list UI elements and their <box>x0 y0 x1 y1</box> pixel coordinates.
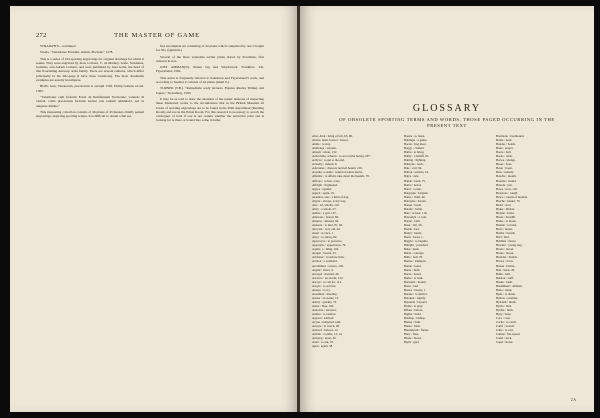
glossary-entry: Cace : case. <box>496 316 511 321</box>
glossary-entry: Barrayne : barren. <box>404 198 427 203</box>
paragraph: free incomplete set consisting of 44 plates which completed by one I bought for 50s. (Quaritch.) <box>156 44 264 53</box>
glossary-entry: Begyle : to beguile. <box>404 239 429 244</box>
right-page <box>300 6 594 412</box>
glossary-entry: Abide : to stay. <box>312 142 331 147</box>
glossary-entry: Brode : broad. <box>496 247 514 252</box>
glossary-entry: Avyne : tempered with. <box>312 320 341 325</box>
glossary-entry: Bulle : bull. <box>496 271 511 276</box>
left-column-1 <box>36 44 144 120</box>
glossary-entry: Brede : breadth. <box>496 214 516 219</box>
glossary-entry: Astely : quickly, 74. <box>312 299 337 304</box>
glossary-entry: Ascence : an ascent, 212. <box>312 275 344 280</box>
glossary-entry: Canel : neck. <box>496 336 513 341</box>
glossary-entry: Boerbone : bearhound. <box>496 134 525 138</box>
glossary-entry: Barel : a cask. <box>404 186 422 191</box>
glossary-entry: Borde : table. <box>496 154 513 159</box>
glossary-entry: Asoyle : to set free. <box>312 283 337 288</box>
glossary-entry: Bate : to beat, 119. <box>404 210 428 215</box>
glossary-entry: Baksyde : back. <box>404 162 424 167</box>
glossary-entry: Caitif : wretch. <box>496 324 515 329</box>
glossary-entry: Adovunes : chewed, noticed hound, 216. <box>312 166 363 171</box>
glossary-entry: Barbe : beard. <box>404 182 422 187</box>
glossary-entry: Aperceyve : to perceive. <box>312 239 343 244</box>
glossary-entry: Ageyn : again, 16. <box>312 190 335 195</box>
glossary-entry: Abai, Abai : bring of fair, 63, 96. <box>312 134 353 138</box>
glossary-entry: Bande : band, 75. <box>404 178 426 183</box>
glossary-entry: Arrayed : dressed, 49. <box>312 271 340 276</box>
paragraph: BOIS, Jean, Venatorum, piscatorum et aucupii 1592. Philip Galleus excud. 1582. <box>36 84 144 93</box>
running-title: THE MASTER OF GAME <box>114 32 200 39</box>
glossary-entry: Blyth : glad. <box>404 340 420 345</box>
glossary-entry: Assise : an assize, 13. <box>312 295 339 300</box>
glossary-entry: Agaye : against. <box>312 186 333 191</box>
glossary-entry: Blaundyssh : flatter. <box>404 328 429 333</box>
glossary-entry: Bende : bond. <box>404 263 422 268</box>
glossary-entry: Bysy : busy. <box>496 312 512 317</box>
glossary-entry: Auntre : to venture. <box>312 312 337 317</box>
glossary-entry: Abatre, busit, beaver : bowel. <box>312 138 349 143</box>
glossary-entry: Camus : flat-nosed. <box>496 332 521 337</box>
glossary-entry: Amerous : feared, 69. <box>312 214 339 219</box>
glossary-entry: Bounde : bound. <box>496 178 517 183</box>
glossary-entry: Actuelly : indeed, 9. <box>312 162 338 167</box>
glossary-entry: Browe : brow. <box>496 259 514 264</box>
paragraph: This series is frequently referred to Kunstreat and Feyerabend’s work, and according to Seemer it consists of 44 plates (small 8.). <box>156 75 264 85</box>
glossary-entry: Bourde : jest. <box>496 182 513 187</box>
glossary-entry: Alle : all, wholly, 110. <box>312 202 340 207</box>
glossary-entry: Byde : to abide. <box>496 291 516 296</box>
glossary-entry: Bassel : basin. <box>404 202 422 207</box>
glossary-entry: Brayne : brain. <box>496 210 515 215</box>
glossary-entry: Calle : to call. <box>496 328 514 333</box>
glossary-entry: Berde : beard. <box>404 271 422 276</box>
glossary-entry: Bemes : trumpets. <box>404 259 427 264</box>
left-page <box>10 6 298 412</box>
paragraph: This interesting collection consists of 46 plates of 43 hunters chiefly pained engravings, depicting sporting scenes. It is difficult to obtain a full set. <box>36 109 144 119</box>
glossary-entry: Brace : couple of hounds. <box>496 194 528 199</box>
glossary-entry: Brest : breast. <box>496 227 514 232</box>
glossary-entry: Ayen : again, 58. <box>312 344 333 349</box>
glossary-entry: Bargayne : bargain. <box>404 190 429 195</box>
glossary-entry: Anoy : to annoy, 82. <box>312 235 338 240</box>
glossary-entry: Byhote : promise. <box>496 295 519 300</box>
glossary-entry: Argent : silver, 4. <box>312 267 334 272</box>
glossary-entry: Anasure : to hurt, 81, 82. <box>312 223 343 228</box>
glossary-entry: Aragen : beasts, 53. <box>312 251 337 256</box>
paragraph: TURNER (T.B.). “Remedialle wedy pictures. Figures alludey Tibmuy and Jagers.” Strassburg, 1590. <box>156 86 264 95</box>
glossary-entry: Brimme : fierce. <box>496 239 517 244</box>
paragraph: STRAIGHTS—continued <box>40 44 76 48</box>
glossary-entry: Bruste : bristle. <box>496 263 515 268</box>
glossary-entry: Broke : brook. <box>496 251 514 256</box>
glossary-entry: Baille : to bring. <box>404 150 425 155</box>
glossary-column-3 <box>496 134 576 344</box>
left-column-2 <box>156 44 264 125</box>
glossary-entry: Achyve : to get to the end. <box>312 158 345 163</box>
glossary-entry: Bersselet : hound. <box>404 279 427 284</box>
paragraph: Strada, “Venationes Ferarum, Avium, Piscium,” 1578. <box>40 50 114 55</box>
glossary-entry: Axen : to ask, 25. <box>312 340 334 345</box>
glossary-entry: Byndeth : binds. <box>496 299 517 304</box>
glossary-entry: Bone : prayer. <box>496 146 514 151</box>
signature-mark: 2 A <box>570 398 576 402</box>
glossary-entry: Blame : fault. <box>404 320 421 325</box>
glossary-entry: Afferme : to affirm, take down the hounds, 70. <box>312 174 370 179</box>
glossary-entry: Babingte : a game. <box>404 138 428 143</box>
glossary-entry: Betoken : signify. <box>404 295 426 300</box>
glossary-entry: Bawselyn : a coin. <box>404 214 427 219</box>
glossary-entry: Braid : start. <box>496 202 512 207</box>
glossary-entry: Boole : bull. <box>496 150 512 155</box>
glossary-entry: Apparylle : appearance, 79. <box>312 243 347 248</box>
glossary-entry: Betake : to deliver. <box>404 291 428 296</box>
paragraph: “Venationes cum ferarum Fonte de Reinfanuem Vostvende; volendo di varietà, come piscatorum ferarum nauion non tantum administri, sed ut utagesse diutius.” <box>36 94 144 108</box>
glossary-entry: Busshment : ambush. <box>496 283 523 288</box>
glossary-entry: Asure : blue, 160. <box>312 303 335 308</box>
paragraph: Several of the more venerable earlier prints drawn by Stradanus, first reduced in size. <box>156 54 264 63</box>
glossary-entry: Affraye : to fear, scare. <box>312 178 341 183</box>
glossary-entry: Abisyn : about, 132. <box>312 150 338 155</box>
glossary-entry: Achevfulle, achieve : to set on (the hawk), 207. <box>312 154 371 159</box>
glossary-entry: Awboof : behoof, 12. <box>312 328 339 333</box>
glossary-entry: Ballok : testicle, 19. <box>404 170 429 175</box>
glossary-entry: Bente : field. <box>404 267 421 272</box>
glossary-entry: Boystous : rough. <box>496 190 518 195</box>
glossary-entry: Brenne : to burn. <box>496 223 517 228</box>
glossary-entry: Brake : thicket. <box>496 206 515 211</box>
glossary-subtitle: OF OBSOLETE SPORTING TERMS AND WORDS, THOSE PAGED OCCURRING IN THE PRESENT TEXT <box>339 117 555 128</box>
glossary-entry: Abidynge : sojourn. <box>312 146 337 151</box>
glossary-entry: Biforn : before. <box>404 308 424 313</box>
glossary-entry: Amyres : amazed, 94. <box>312 218 340 223</box>
glossary-entry: Balye : rule. <box>404 174 420 179</box>
glossary-entry: Affright : frightened. <box>312 182 338 187</box>
glossary-entry: Awhile : a while, 13, 14. <box>312 332 343 337</box>
glossary-entry: Brid : bird. <box>496 235 510 240</box>
glossary-entry: Assemble : meeting. <box>312 291 338 296</box>
glossary-entry: Bowe : bow, 118. <box>496 186 518 191</box>
glossary-entry: Auncetre : ancestor. <box>312 308 337 313</box>
paragraph: JOST AMMAN(N). Neuen Jag und Weydwerck. Frankfort, Joh. Feyerabend, 1582. <box>156 65 264 74</box>
glossary-column-2 <box>404 134 484 344</box>
glossary-entry: Algate : always, every way. <box>312 198 347 203</box>
glossary-entry: Bataile : battle. <box>404 206 423 211</box>
glossary-title: GLOSSARY <box>412 103 482 114</box>
glossary-entry: Borwe : pledge. <box>496 158 516 163</box>
glossary-entry: Beau : fair, 26. <box>404 223 423 228</box>
glossary-entry: Beke : beak. <box>404 247 420 252</box>
glossary-entry: Beest : beast, 1. <box>404 235 424 240</box>
glossary-entry: Arblaster : crossbow man. <box>312 255 345 260</box>
glossary-entry: Ascrye : to call for, 112. <box>312 279 342 284</box>
glossary-entry: Brondes : brands. <box>496 255 518 260</box>
glossary-entry: Assaye : to try. <box>312 287 331 292</box>
paragraph: This is a series of 104 sporting engravings for original drawings for which it seems. They were engraved by Jean, Collaert, C. de Mallery, Galle, Stradanus, Goltzius, and Adrian Collaert, and were published by Jean Galle, the head of that flourishing Antwerp artist family. There are several editions, which differ principally in the title-page (I have three variations). The most obtainable examples are usually incomplete. <box>36 56 144 83</box>
glossary-entry: Belle : bell, 70. <box>404 255 423 260</box>
glossary-entry: Bisshop : bishop. <box>404 316 426 321</box>
glossary-entry: Bailly : a bailiff, 93. <box>404 154 430 159</box>
glossary-entry: Cache : to catch. <box>496 320 517 325</box>
glossary-entry: Bosse : boss. <box>496 162 513 167</box>
glossary-entry: Bighte : bend. <box>404 312 422 317</box>
glossary-entry: Auysed : advised. <box>312 316 335 321</box>
glossary-entry: Alley : a whole, 27. <box>312 206 337 211</box>
glossary-entry: Baaste : to baste. <box>404 134 425 138</box>
glossary-entry: Behight : promised. <box>404 243 429 248</box>
glossary-entry: Buske : bush. <box>496 279 513 284</box>
glossary-entry: Ancyent : very old, 40. <box>312 227 341 232</box>
glossary-entry: Bacon : hog meat. <box>404 142 427 147</box>
glossary-entry: Burdon : staff. <box>496 275 514 280</box>
glossary-entry: Butte : mark. <box>496 287 513 292</box>
glossary-entry: Blew : blue. <box>404 332 420 337</box>
glossary-entry: Beste : best. <box>404 283 420 288</box>
glossary-entry: Alauntes, ales : a kind of dog. <box>312 194 349 199</box>
glossary-entry: Anon : at once, 1. <box>312 231 334 236</box>
glossary-entry: Bidde : to pray. <box>404 303 424 308</box>
glossary-entry: Awnyng : upon, 39. <box>312 336 337 341</box>
glossary-entry: Bolde : bold. <box>496 138 513 143</box>
glossary-entry: Awayte : to watch, 28. <box>312 324 340 329</box>
glossary-entry: Bouche : mouth. <box>496 174 517 179</box>
glossary-entry: Belde : courage. <box>404 251 425 256</box>
glossary-entry: Brethe : breath. <box>496 231 516 236</box>
glossary-entry: Boste : boast. <box>496 166 513 171</box>
glossary-entry: Blaste : blast. <box>404 324 421 329</box>
glossary-entry: Bale : evil, 94. <box>404 166 423 171</box>
glossary-entry: Breke : to break. <box>496 218 517 223</box>
glossary-entry: Arcrimmes : arrows, 149. <box>312 263 344 268</box>
page-number: 272 <box>36 32 47 39</box>
glossary-entry: Baggy : clothed. <box>404 146 425 151</box>
glossary-entry: Blode : blood. <box>404 336 422 341</box>
glossary-entry: Bondes : bonds. <box>496 142 516 147</box>
glossary-entry: Byrde : bird. <box>496 303 512 308</box>
glossary-entry: Buk : buck, 26. <box>496 267 515 272</box>
glossary-entry: Bote : remedy. <box>496 170 515 175</box>
glossary-column-1 <box>312 134 392 348</box>
glossary-entry: Capel : horse. <box>496 340 514 345</box>
glossary-entry: Archon : a scabbard. <box>312 259 338 264</box>
glossary-entry: Byrthe : birth. <box>496 308 514 313</box>
glossary-entry: Bayne : bath. <box>404 218 421 223</box>
glossary-entry: Brocket : young stag. <box>496 243 523 248</box>
glossary-entry: Brache : hound, 70. <box>496 198 521 203</box>
glossary-entry: Berke : to bark. <box>404 275 424 280</box>
glossary-entry: Baiting : fighting. <box>404 158 427 163</box>
glossary-entry: Bedde : bed. <box>404 227 420 232</box>
glossary-entry: Amble : a gait, 127. <box>312 210 337 215</box>
paragraph: It may be as well to draw the attention of the reader desirous of inspecting these illustrated works to the circumstance that in the British Museum all books of sporting engravings are to be found in the Print department (Reading Room) and not in the Prints Room. For this reason it is necessary to search the catalogues of both if one is not certain whether the particular print one is looking for is there or bound into some volume. <box>156 96 264 123</box>
glossary-entry: Bedys : beads. <box>404 231 422 236</box>
glossary-entry: Beyonde : beyond. <box>404 299 428 304</box>
glossary-entry: Acquite, a saulte : sound of nature horns. <box>312 170 363 175</box>
glossary-entry: Bestes : beasts, 1. <box>404 287 426 292</box>
glossary-entry: Barne : child, 46. <box>404 194 426 199</box>
glossary-entry: Aquite, a : thing, 102. <box>312 247 340 252</box>
